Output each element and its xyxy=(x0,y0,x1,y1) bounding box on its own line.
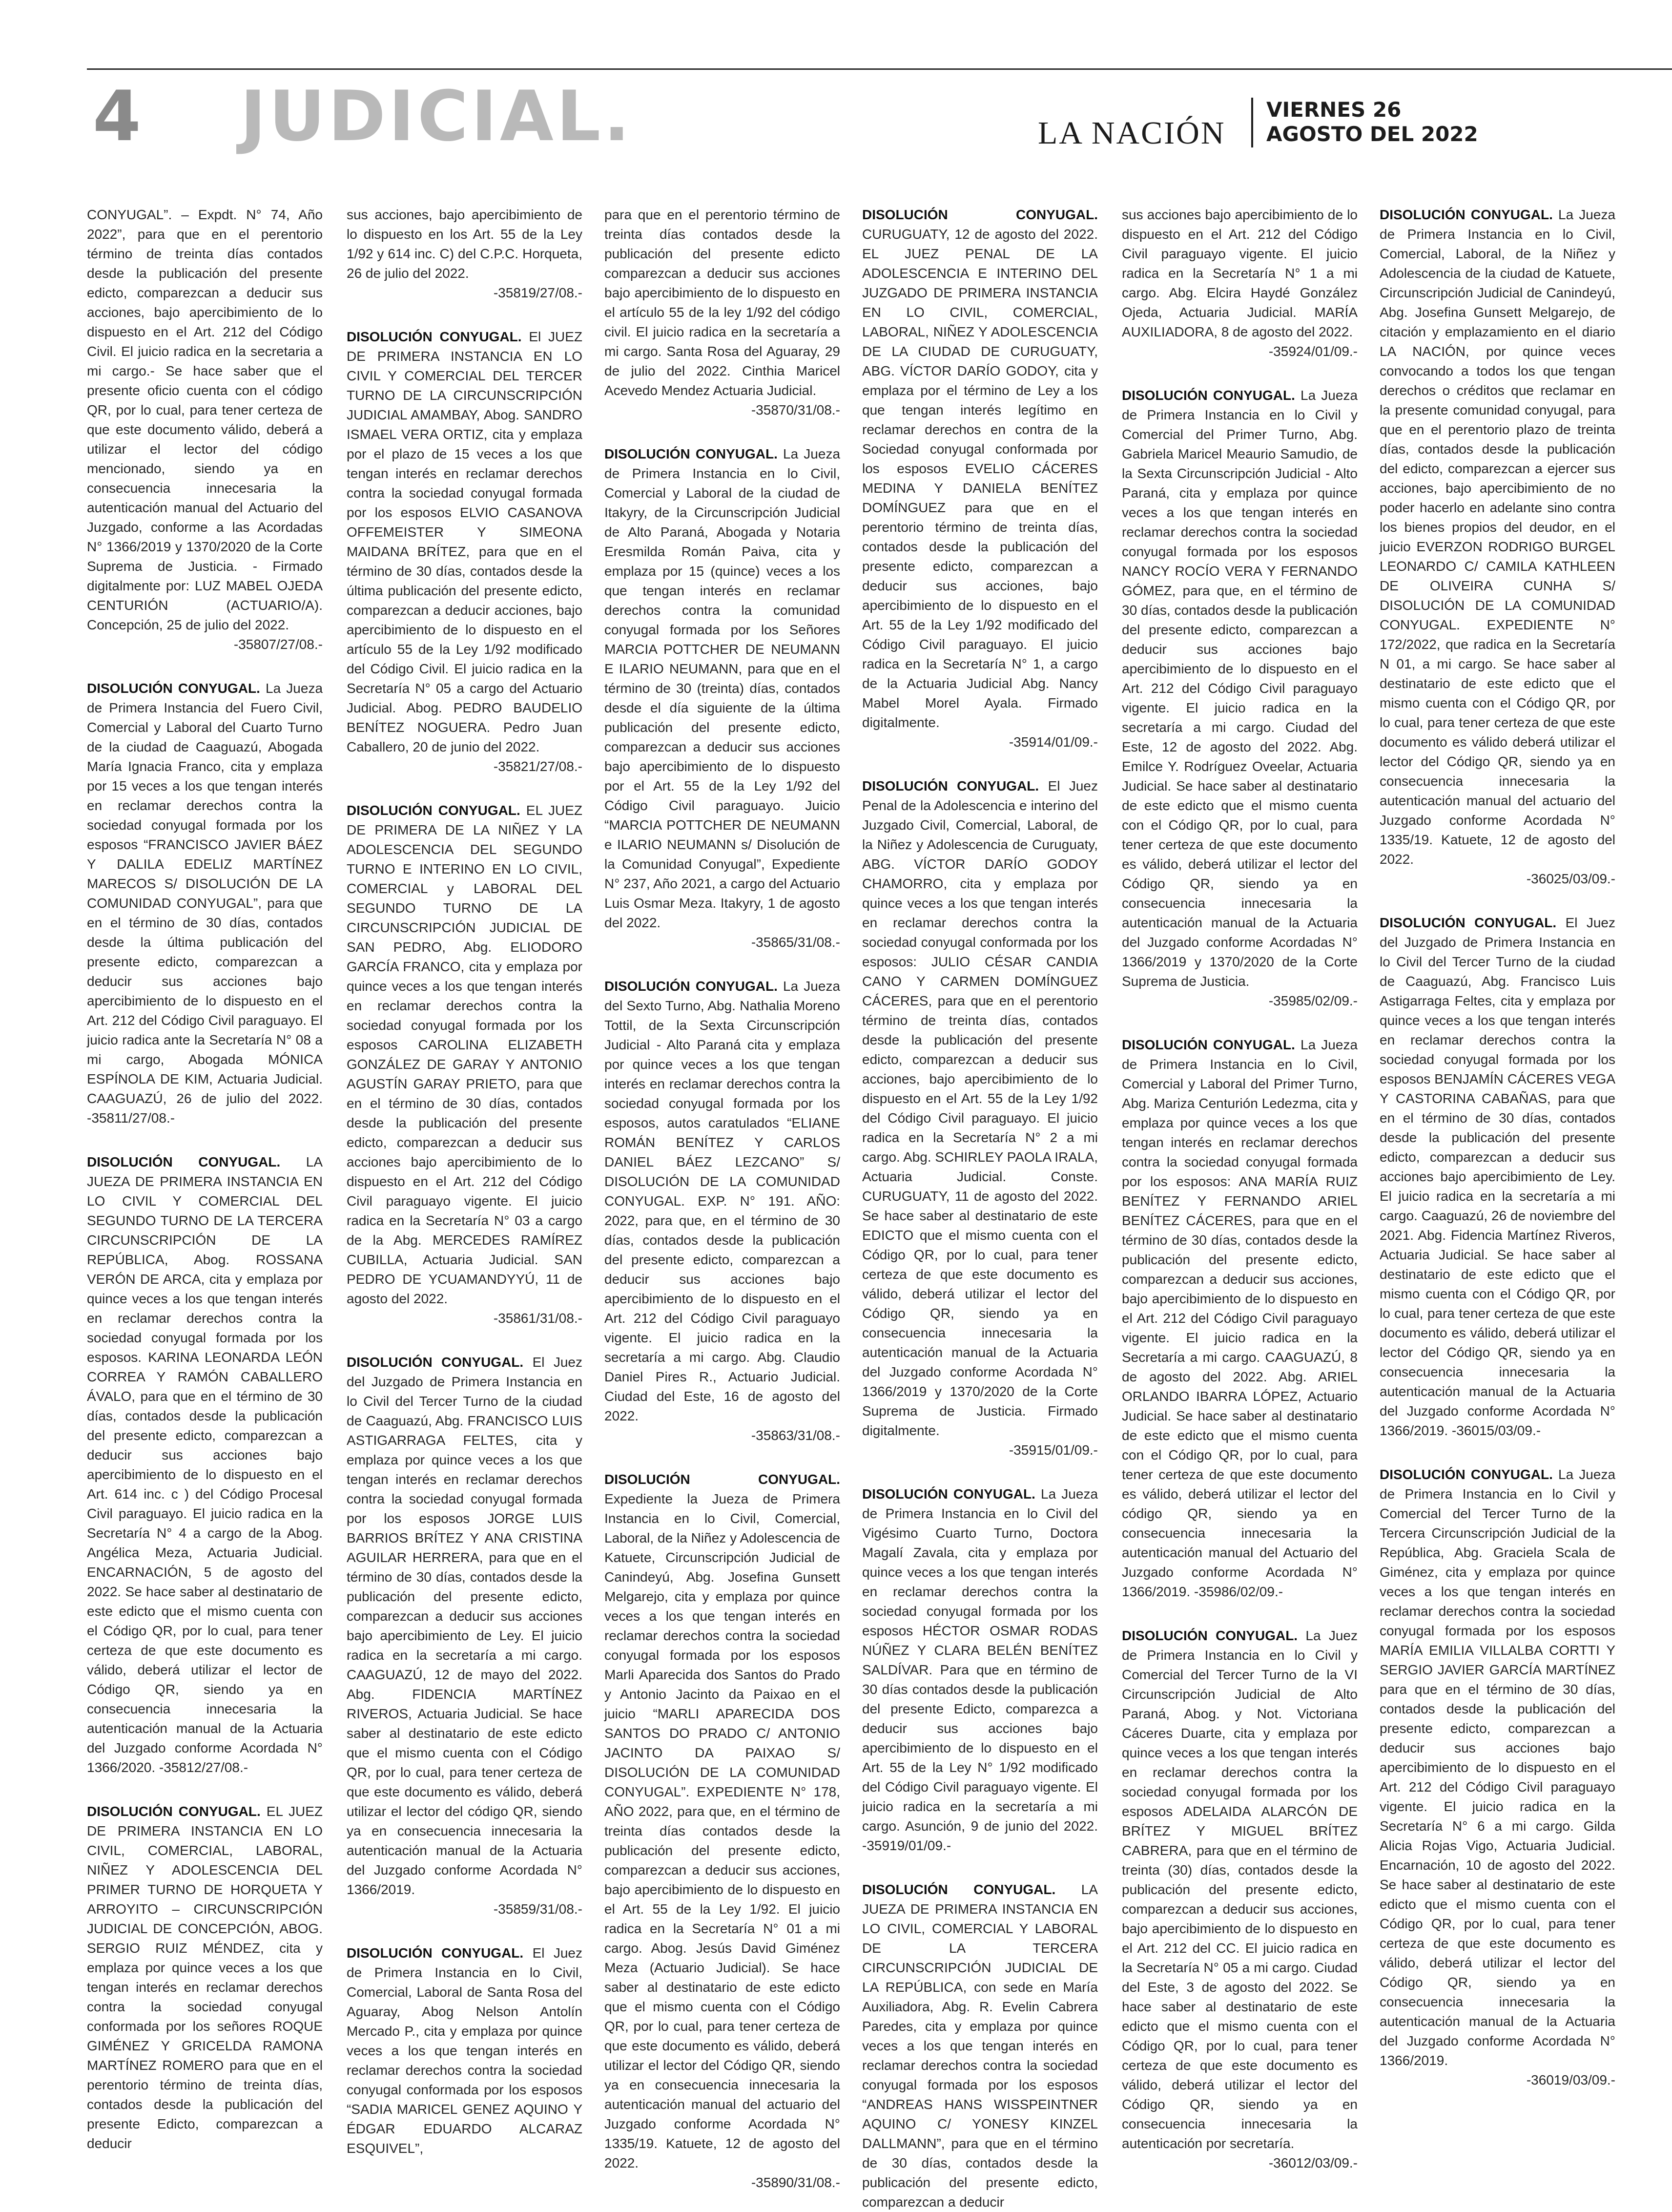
notice-reference: -35865/31/08.- xyxy=(751,935,840,950)
legal-notice xyxy=(87,205,323,654)
notice-heading: DISOLUCIÓN CONYUGAL. xyxy=(1380,1467,1553,1482)
notice-body: LA JUEZA DE PRIMERA INSTANCIA EN LO CIVIL Y COMERCIAL DEL SEGUNDO TURNO DE LA TERCERA CIRCUNSCRIPCIÓN DE LA REPÚBLICA, Abog. ROSSANA VERÓN DE ARCA, cita y emplaza por quince veces a los que tengan interés en reclamar derechos contra la sociedad conyugal formada por los esposos. KARINA LEONARDA LEÓN CORREA Y RAMÓN CABALLERO ÁVALO, para que en el término de 30 días, contados desde la publicación del presente edicto, comparezcan a deducir sus acciones bajo apercibimiento de lo dispuesto en el Art. 614 inc. c ) del Código Procesal Civil paraguayo. El juicio radica en la Secretaría N° 4 a cargo de la Abog. Angélica Meza, Actuaria Judicial. ENCARNACIÓN, 5 de agosto del 2022. Se hace saber al destinatario de este edicto que el mismo cuenta con el Código QR, por lo cual, para tener certeza de que este documento es válido, deberá utilizar el lector de Código QR, siendo ya en consecuencia innecesaria la autenticación manual de la Actuaria del Juzgado conforme Acordada N° 1366/2020. -35812/27/08.- xyxy=(87,1154,323,1775)
legal-notice xyxy=(347,205,582,303)
issue-month-year: AGOSTO DEL 2022 xyxy=(1266,122,1478,146)
page-number: 4 xyxy=(93,76,141,157)
notice-heading: DISOLUCIÓN CONYUGAL. xyxy=(87,1804,261,1819)
notice-reference: -35915/01/09.- xyxy=(1009,1442,1098,1458)
notice-reference: -35821/27/08.- xyxy=(493,759,582,774)
notice-body: El Juez del Juzgado de Primera Instancia en lo Civil del Tercer Turno de la ciudad de Caaguazú, Abg. FRANCISCO LUIS ASTIGARRAGA FELTES, cita y emplaza por quince veces a los que tengan interés en reclamar derechos contra la sociedad conyugal formada por los esposos JORGE LUIS BARRIOS BRÍTEZ Y ANA CRISTINA AGUILAR HERRERA, para que en el término de 30 días, contados desde la publicación del presente edicto, comparezcan a deducir sus acciones bajo apercibimiento de Ley. El juicio radica en la secretaría a mi cargo. CAAGUAZÚ, 12 de mayo del 2022. Abg. FIDENCIA MARTÍNEZ RIVEROS, Actuaria Judicial. Se hace saber al destinatario de este edicto que el mismo cuenta con el Código QR, por lo cual, para tener certeza de que este documento es válido, deberá utilizar el lector del código QR, siendo ya en consecuencia innecesaria la autenticación manual de la Actuaria del Juzgado conforme Acordada N° 1366/2019. xyxy=(347,1355,582,1897)
notice-heading: DISOLUCIÓN CONYUGAL. xyxy=(1122,1628,1298,1643)
legal-notice xyxy=(604,977,840,1445)
notice-column-5 xyxy=(1122,205,1358,2170)
notice-heading: DISOLUCIÓN CONYUGAL. xyxy=(1380,915,1557,930)
issue-date xyxy=(1266,98,1478,146)
notice-heading: DISOLUCIÓN CONYUGAL. xyxy=(1122,1037,1295,1052)
header-divider xyxy=(1251,98,1253,147)
notice-body: EL JUEZ DE PRIMERA DE LA NIÑEZ Y LA ADOLESCENCIA DEL SEGUNDO TURNO E INTERINO EN LO CIVIL, COMERCIAL y LABORAL DEL SEGUNDO TURNO DE LA CIRCUNSCRIPCIÓN JUDICIAL DE SAN PEDRO, Abg. ELIODORO GARCÍA FRANCO, cita y emplaza por quince veces a los que tengan interés en reclamar derechos contra la sociedad conyugal formada por los esposos CAROLINA ELIZABETH GONZÁLEZ DE GARAY Y ANTONIO AGUSTÍN GARAY PRIETO, para que en el término de 30 días, contados desde la publicación del presente edicto, comparezcan a deducir sus acciones bajo apercibimiento de lo dispuesto en el Art. 212 del Código Civil paraguayo vigente. El juicio radica en la Secretaría N° 03 a cargo de la Abg. MERCEDES RAMÍREZ CUBILLA, Actuaria Judicial. SAN PEDRO DE YCUAMANDYYÚ, 11 de agosto del 2022. xyxy=(347,803,582,1306)
notice-heading: DISOLUCIÓN CONYUGAL. xyxy=(347,329,522,344)
legal-notice xyxy=(347,1353,582,1919)
legal-notice xyxy=(1122,1626,1358,2173)
legal-notice xyxy=(1122,386,1358,1011)
notice-body: CONYUGAL”. – Expdt. N° 74, Año 2022”, para que en el perentorio término de treinta días contados desde la publicación del presente edicto, comparezcan a deducir sus acciones, bajo apercibimiento de lo dispuesto en el Art. 212 del Código Civil. El juicio radica en la secretaria a mi cargo.- Se hace saber que el presente oficio cuenta con el código QR, por lo cual, para tener certeza de que este documento válido, deberá a utilizar el lector del código mencionado, siendo ya en consecuencia innecesaria la autenticación manual del Actuario del Juzgado, conforme a las Acordadas N° 1366/2019 y 1370/2020 de la Corte Suprema de Justicia. - Firmado digitalmente por: LUZ MABEL OJEDA CENTURIÓN (ACTUARIO/A). Concepción, 25 de julio del 2022. xyxy=(87,207,323,632)
legal-notice xyxy=(862,1880,1098,2212)
notice-body: La Juez de Primera Instancia en lo Civil y Comercial del Tercer Turno de la VI Circunscripción Judicial de Alto Paraná, Abog. y Not. Victoriana Cáceres Duarte, cita y emplaza por quince veces a los que tengan interés en reclamar derechos contra la sociedad conyugal formada por los esposos ADELAIDA ALARCÓN DE BRÍTEZ Y MIGUEL BRÍTEZ CABRERA, para que en el término de treinta (30) días, contados desde la publicación del presente edicto, comparezcan a deducir sus acciones, bajo apercibimiento de lo dispuesto en el Art. 212 del CC. El juicio radica en la Secretaría N° 05 a mi cargo. Ciudad del Este, 3 de agosto del 2022. Se hace saber al destinatario de este edicto que el mismo cuenta con el Código QR, por lo cual, para tener certeza de que este documento es válido, deberá utilizar el lector del Código QR, siendo ya en consecuencia innecesaria la autenticación por secretaría. xyxy=(1122,1628,1358,2151)
notice-heading: DISOLUCIÓN CONYUGAL. xyxy=(862,1882,1056,1897)
notice-reference: -36025/03/09.- xyxy=(1526,871,1615,886)
notice-body: La Jueza del Sexto Turno, Abg. Nathalia Moreno Tottil, de la Sexta Circunscripción Judicial - Alto Paraná cita y emplaza por quince veces a los que tengan interés en reclamar derechos contra la sociedad conyugal formada por los esposos, autos caratulados “ELIANE ROMÁN BENÍTEZ Y CARLOS DANIEL BÁEZ LEZCANO” S/ DISOLUCIÓN DE LA COMUNIDAD CONYUGAL. EXP. N° 191. AÑO: 2022, para que, en el término de 30 días, contados desde la publicación del presente edicto, comparezcan a deducir sus acciones bajo apercibimiento de lo dispuesto en el Art. 212 del Código Civil paraguayo vigente. El juicio radica en la secretaría a mi cargo. Abg. Claudio Daniel Pires R., Actuario Judicial. Ciudad del Este, 16 de agosto del 2022. xyxy=(604,979,841,1423)
top-rule xyxy=(87,68,1672,70)
notice-heading: DISOLUCIÓN CONYUGAL. xyxy=(862,1486,1035,1502)
notice-body: La Jueza de Primera Instancia en lo Civil y Comercial del Tercer Turno de la Tercera Circunscripción Judicial de la República, Abg. Graciela Scala de Giménez, cita y emplaza por quince veces a los que tengan interés en reclamar derechos contra la sociedad conyugal formada por los esposos MARÍA EMILIA VILLALBA CORTTI Y SERGIO JAVIER GARCÍA MARTÍNEZ para que en el término de 30 días, contados desde la publicación del presente edicto, comparezcan a deducir sus acciones bajo apercibimiento de lo dispuesto en el Art. 212 del Código Civil paraguayo vigente. El juicio radica en la Secretaría N° 6 a mi cargo. Gilda Alicia Rojas Vigo, Actuaria Judicial. Encarnación, 10 de agosto del 2022. Se hace saber al destinatario de este edicto que el mismo cuenta con el Código QR, por lo cual, para tener certeza de que este documento es válido, deberá utilizar el lector del Código QR, siendo ya en consecuencia innecesaria la autenticación manual de la Actuaria del Juzgado conforme Acordada N° 1366/2019. xyxy=(1380,1467,1616,2068)
notice-reference: -35863/31/08.- xyxy=(751,1428,840,1443)
notice-heading: DISOLUCIÓN CONYUGAL. xyxy=(604,979,778,994)
notice-body: La Jueza de Primera Instancia del Fuero Civil, Comercial y Laboral del Cuarto Turno de la ciudad de Caaguazú, Abogada María Ignacia Franco, cita y emplaza por 15 veces a los que tengan interés en reclamar derechos contra la sociedad conyugal formada por los esposos “FRANCISCO JAVIER BÁEZ Y DALILA EDELIZ MARTÍNEZ MARECOS S/ DISOLUCIÓN DE LA COMUNIDAD CONYUGAL”, para que en el término de 30 días, contados desde la última publicación del presente edicto, comparezcan a deducir sus acciones bajo apercibimiento de lo dispuesto en el Art. 212 del Código Civil paraguayo. El juicio radica ante la Secretaría N° 08 a mi cargo, Abogada MÓNICA ESPÍNOLA DE KIM, Actuaria Judicial. CAAGUAZÚ, 26 de julio del 2022. -35811/27/08.- xyxy=(87,681,323,1126)
notice-column-6 xyxy=(1380,205,1615,2109)
notice-body: para que en el perentorio término de treinta días contados desde la publicación del presente edicto comparezcan a deducir sus acciones bajo apercibimiento de lo dispuesto en el artículo 55 de la ley 1/92 del código civil. El juicio radica en la secretaría a mi cargo. Santa Rosa del Aguaray, 29 de julio del 2022. Cinthia Maricel Acevedo Mendez Actuaria Judicial. xyxy=(604,207,840,398)
legal-notice xyxy=(87,679,323,1128)
notice-body: LA JUEZA DE PRIMERA INSTANCIA EN LO CIVIL, COMERCIAL Y LABORAL DE LA TERCERA CIRCUNSCRIPCIÓN JUDICIAL DE LA REPÚBLICA, con sede en María Auxiliadora, Abg. R. Evelin Cabrera Paredes, cita y emplaza por quince veces a los que tengan interés en reclamar derechos contra la sociedad conyugal formada por los esposos “ANDREAS HANS WISSPEINTNER AQUINO C/ YONESY KINZEL DALLMANN”, para que en el término de 30 días, contados desde la publicación del presente edicto, comparezcan a deducir xyxy=(862,1882,1098,2210)
notice-reference: -35985/02/09.- xyxy=(1268,993,1358,1008)
notice-body: El Juez de Primera Instancia en lo Civil, Comercial, Laboral de Santa Rosa del Aguaray, Abog Nelson Antolín Mercado P., cita y emplaza por quince veces a los que tengan interés en reclamar derechos contra la sociedad conyugal conformada por los esposos “SADIA MARICEL GENEZ AQUINO Y ÉDGAR EDUARDO ALCARAZ ESQUIVEL”, xyxy=(347,1945,582,2156)
notice-body: El Juez Penal de la Adolescencia e interino del Juzgado Civil, Comercial, Laboral, de la Niñez y Adolescencia de Curuguaty, ABG. VÍCTOR DARÍO GODOY CHAMORRO, cita y emplaza por quince veces a los que tengan interés en reclamar derechos contra la sociedad conyugal conformada por los esposos: JULIO CÉSAR CANDIA CANO Y CARMEN DOMÍNGUEZ CÁCERES, para que en el perentorio término de treinta días, contados desde la publicación del presente edicto, comparezcan a deducir sus acciones, bajo apercibimiento de lo dispuesto en el Art. 55 de la Ley 1/92 del Código Civil paraguayo. El juicio radica en la Secretaría N° 2 a mi cargo. Abg. SCHIRLEY PAOLA IRALA, Actuaria Judicial. Conste. CURUGUATY, 11 de agosto del 2022. Se hace saber al destinatario de este EDICTO que el mismo cuenta con el Código QR, por lo cual, para tener certeza de que este documento es válido, deberá utilizar el lector del Código QR, siendo ya en consecuencia innecesaria la autenticación manual de la Actuaria del Juzgado conforme Acordada N° 1366/2019 y 1370/2020 de la Corte Suprema de Justicia. Firmado digitalmente. xyxy=(862,778,1098,1438)
legal-notice xyxy=(862,1484,1098,1856)
legal-notice xyxy=(87,1802,323,2153)
legal-notice xyxy=(1380,1465,1615,2090)
notice-heading: DISOLUCIÓN CONYUGAL. xyxy=(604,446,778,461)
notice-body: El JUEZ DE PRIMERA INSTANCIA EN LO CIVIL Y COMERCIAL DEL TERCER TURNO DE LA CIRCUNSCRIPCIÓN JUDICIAL AMAMBAY, Abog. SANDRO ISMAEL VERA ORTIZ, cita y emplaza por el plazo de 15 veces a los que tengan interés en reclamar derechos contra la sociedad conyugal formada por los esposos ELVIO CASANOVA OFFEMEISTER Y SIMEONA MAIDANA BRÍTEZ, para que en el término de 30 días, contados desde la última publicación del presente edicto, comparezcan a deducir acciones, bajo apercibimiento de lo dispuesto en el artículo 55 de la Ley 1/92 modificado del Código Civil. El juicio radica en la Secretaría N° 05 a cargo del Actuario Judicial. Abog. PEDRO BAUDELIO BENÍTEZ NOGUERA. Pedro Juan Caballero, 20 de junio del 2022. xyxy=(347,329,583,754)
notice-heading: DISOLUCIÓN CONYUGAL. xyxy=(87,681,260,696)
notice-heading: DISOLUCIÓN CONYUGAL. xyxy=(604,1472,840,1487)
notice-reference: -35870/31/08.- xyxy=(751,402,840,417)
notice-heading: DISOLUCIÓN CONYUGAL. xyxy=(347,803,520,818)
notice-column-3 xyxy=(604,205,841,2190)
notice-reference: -35807/27/08.- xyxy=(233,637,323,652)
notice-body: EL JUEZ DE PRIMERA INSTANCIA EN LO CIVIL, COMERCIAL, LABORAL, NIÑEZ Y ADOLESCENCIA DEL PRIMER TURNO DE HORQUETA Y ARROYITO – CIRCUNSCRIPCIÓN JUDICIAL DE CONCEPCIÓN, ABOG. SERGIO RUIZ MÉNDEZ, cita y emplaza por quince veces a los que tengan interés en reclamar derechos contra la sociedad conyugal conformada por los señores ROQUE GIMÉNEZ Y GRICELDA RAMONA MARTÍNEZ ROMERO para que en el perentorio término de treinta días, contados desde la publicación del presente Edicto, comparezcan a deducir xyxy=(87,1804,323,2151)
legal-notice xyxy=(87,1152,323,1777)
notice-body: La Jueza de Primera Instancia en lo Civil, Comercial y Laboral de la ciudad de Itakyry, de la Circunscripción Judicial de Alto Paraná, Abogada y Notaria Eresmilda Román Paiva, cita y emplaza por 15 (quince) veces a los que tengan interés en reclamar derechos contra la comunidad conyugal formada por los Señores MARCIA POTTCHER DE NEUMANN E ILARIO NEUMANN, para que en el término de 30 (treinta) días, contados desde el día siguiente de la última publicación del presente edicto, comparezcan a deducir sus acciones bajo apercibimiento de lo dispuesto por el Art. 55 de la Ley 1/92 del Código Civil paraguayo. Juicio “MARCIA POTTCHER DE NEUMANN e ILARIO NEUMANN s/ Disolución de la Comunidad Conyugal”, Expediente N° 237, Año 2021, a cargo del Actuario Luis Osmar Meza. Itakyry, 1 de agosto del 2022. xyxy=(604,446,841,930)
notice-heading: DISOLUCIÓN CONYUGAL. xyxy=(862,207,1098,222)
issue-weekday: VIERNES 26 xyxy=(1266,98,1402,122)
legal-notice xyxy=(347,801,582,1328)
notice-reference: -36019/03/09.- xyxy=(1526,2072,1615,2087)
legal-notice xyxy=(1122,205,1358,361)
legal-notice xyxy=(347,1943,582,2158)
legal-notice xyxy=(604,444,840,952)
notice-reference: -35861/31/08.- xyxy=(493,1311,582,1326)
notice-reference: -35924/01/09.- xyxy=(1268,344,1358,359)
notice-body: El Juez del Juzgado de Primera Instancia en lo Civil del Tercer Turno de la ciudad de Caaguazú, Abg. Francisco Luis Astigarraga Feltes, cita y emplaza por quince veces a los que tengan interés en reclamar derechos contra la sociedad conyugal formada por los esposos BENJAMÍN CÁCERES VEGA Y CASTORINA CABAÑAS, para que en el término de 30 días, contados desde la publicación del presente edicto, comparezcan a deducir sus acciones bajo apercibimiento de Ley. El juicio radica en la secretaría a mi cargo. Caaguazú, 26 de noviembre del 2021. Abg. Fidencia Martínez Riveros, Actuaria Judicial. Se hace saber al destinatario de este edicto que el mismo cuenta con el Código QR, por lo cual, para tener certeza de que este documento es válido, deberá utilizar el lector del Código QR, siendo ya en consecuencia innecesaria la autenticación manual de la Actuaria del Juzgado conforme Acordada N° 1366/2019. -36015/03/09.- xyxy=(1380,915,1615,1438)
legal-notice xyxy=(604,205,840,420)
legal-notice xyxy=(604,1470,840,2192)
notice-heading: DISOLUCIÓN CONYUGAL. xyxy=(87,1154,281,1169)
notice-column-4 xyxy=(862,205,1098,2210)
notice-reference: -35914/01/09.- xyxy=(1009,734,1098,750)
legal-notice xyxy=(862,205,1098,752)
notice-reference: -35819/27/08.- xyxy=(493,285,582,300)
notice-body: La Jueza de Primera Instancia en lo Civil, Comercial y Laboral del Primer Turno, Abg. Mariza Centurión Ledezma, cita y emplaza por quince veces a los que tengan interés en reclamar derechos contra la sociedad conyugal formada por los esposos: ANA MARÍA RUIZ BENÍTEZ Y FERNANDO ARIEL BENÍTEZ CÁCERES, para que en el término de 30 días, contados desde la publicación del presente edicto, comparezcan a deducir sus acciones, bajo apercibimiento de lo dispuesto en el Art. 212 del Código Civil paraguayo vigente. El juicio radica en la Secretaría a mi cargo. CAAGUAZÚ, 8 de agosto del 2022. Abg. ARIEL ORLANDO IBARRA LÓPEZ, Actuario Judicial. Se hace saber al destinatario de este edicto que el mismo cuenta con el Código QR, por lo cual, para tener certeza de que este documento es válido, deberá utilizar el lector del código QR, siendo ya en consecuencia innecesaria la autenticación manual del Actuario del Juzgado conforme Acordada N° 1366/2019. -35986/02/09.- xyxy=(1122,1037,1358,1599)
newspaper-masthead: LA NACIÓN xyxy=(1038,115,1226,151)
notice-body: sus acciones bajo apercibimiento de lo dispuesto en el Art. 212 del Código Civil paraguayo vigente. El juicio radica en la Secretaría N° 1 a mi cargo. Abg. Elcira Haydé González Ojeda, Actuaria Judicial. MARÍA AUXILIADORA, 8 de agosto del 2022. xyxy=(1122,207,1358,339)
notice-reference: -36012/03/09.- xyxy=(1268,2155,1358,2170)
legal-notice xyxy=(1122,1035,1358,1602)
legal-notice xyxy=(1380,205,1615,889)
legal-notice xyxy=(347,327,582,776)
notice-body: La Jueza de Primera Instancia en lo Civil y Comercial del Primer Turno, Abg. Gabriela Maricel Meaurio Samudio, de la Sexta Circunscripción Judicial - Alto Paraná, cita y emplaza por quince veces a los que tengan interés en reclamar derechos contra la sociedad conyugal formada por los esposos NANCY ROCÍO VERA Y FERNANDO GÓMEZ, para que, en el término de 30 días, contados desde la publicación del presente edicto, comparezcan a deducir sus acciones bajo apercibimiento de lo dispuesto en el Art. 212 del Código Civil paraguayo vigente. El juicio radica en la secretaría a mi cargo. Ciudad del Este, 12 de agosto del 2022. Abg. Emilce Y. Rodríguez Oveelar, Actuaria Judicial. Se hace saber al destinatario de este edicto que el mismo cuenta con el Código QR, por lo cual, para tener certeza de que este documento es válido, deberá utilizar el lector del Código QR, siendo ya en consecuencia innecesaria la autenticación manual de la Actuaria del Juzgado conforme Acordadas N° 1366/2019 y 1370/2020 de la Corte Suprema de Justicia. xyxy=(1122,388,1358,989)
notice-body: sus acciones, bajo apercibimiento de lo dispuesto en los Art. 55 de la Ley 1/92 y 614 inc. C) del C.P.C. Horqueta, 26 de julio del 2022. xyxy=(347,207,582,281)
notice-heading: DISOLUCIÓN CONYUGAL. xyxy=(1122,388,1295,403)
notice-column-2 xyxy=(347,205,583,2156)
notice-body: La Jueza de Primera Instancia en lo Civil, Comercial, Laboral, de la Niñez y Adolescencia de la ciudad de Katuete, Circunscripción Judicial de Canindeyú, Abg. Josefina Gunsett Melgarejo, de citación y emplazamiento en el diario LA NACIÓN, por quince veces convocando a todos los que tengan derechos o créditos que reclamar en la presente comunidad conyugal, para que en el perentorio plazo de treinta días, contados desde la publicación del edicto, comparezcan a ejercer sus acciones, bajo apercibimiento de no poder hacerlo en adelante sino contra los bienes propios del deudor, en el juicio EVERZON RODRIGO BURGEL LEONARDO C/ CAMILA KATHLEEN DE OLIVEIRA CUNHA S/ DISOLUCIÓN DE LA COMUNIDAD CONYUGAL. EXPEDIENTE N° 172/2022, que radica en la Secretaría N 01, a mi cargo. Se hace saber al destinatario de este edicto que el mismo cuenta con el Código QR, por lo cual, para tener certeza de que este documento es válido deberá utilizar el lector del Código QR, siendo ya en consecuencia innecesaria la autenticación manual del actuario del Juzgado conforme Acordada N° 1335/19. Katuete, 12 de agosto del 2022. xyxy=(1380,207,1616,867)
notice-heading: DISOLUCIÓN CONYUGAL. xyxy=(347,1945,524,1961)
notice-body: Expediente la Jueza de Primera Instancia en lo Civil, Comercial, Laboral, de la Niñez y Adolescencia de Katuete, Circunscripción Judicial de Canindeyú, Abg. Josefina Gunsett Melgarejo, cita y emplaza por quince veces a los que tengan interés en reclamar derechos contra la sociedad conyugal formada por los esposos Marli Aparecida dos Santos do Prado y Antonio Jacinto da Paixao en el juicio “MARLI APARECIDA DOS SANTOS DO PRADO C/ ANTONIO JACINTO DA PAIXAO S/ DISOLUCIÓN DE LA COMUNIDAD CONYUGAL”. EXPEDIENTE N° 178, AÑO 2022, para que, en el término de treinta días contados desde la publicación del presente edicto, comparezcan a deducir sus acciones, bajo apercibimiento de lo dispuesto en el Art. 55 de la Ley 1/92. El juicio radica en la Secretaría N° 01 a mi cargo. Abog. Jesús David Giménez Meza (Actuario Judicial). Se hace saber al destinatario de este edicto que el mismo cuenta con el Código QR, por lo cual, para tener certeza de que este documento es válido, deberá utilizar el lector del Código QR, siendo ya en consecuencia innecesaria la autenticación manual del actuario del Juzgado conforme Acordada N° 1335/19. Katuete, 12 de agosto del 2022. xyxy=(604,1491,840,2170)
notice-reference: -35859/31/08.- xyxy=(493,1901,582,1917)
section-title: JUDICIAL. xyxy=(240,76,633,157)
notice-heading: DISOLUCIÓN CONYUGAL. xyxy=(1380,207,1553,222)
notice-reference: -35890/31/08.- xyxy=(751,2175,840,2190)
notice-body: La Jueza de Primera Instancia en lo Civil del Vigésimo Cuarto Turno, Doctora Magalí Zavala, cita y emplaza por quince veces a los que tengan interés en reclamar derechos contra la sociedad conyugal formada por los esposos HÉCTOR OSMAR RODAS NÚÑEZ Y CLARA BELÉN BENÍTEZ SALDÍVAR. Para que en término de 30 días contados desde la publicación del presente Edicto, comparezca a deducir sus acciones bajo apercibimiento de lo dispuesto en el Art. 55 de la Ley N° 1/92 modificado del Código Civil paraguayo vigente. El juicio radica en la secretaría a mi cargo. Asunción, 9 de junio del 2022. -35919/01/09.- xyxy=(862,1486,1098,1853)
legal-notice xyxy=(1380,913,1615,1440)
notice-heading: DISOLUCIÓN CONYUGAL. xyxy=(347,1355,524,1370)
legal-notice xyxy=(862,776,1098,1460)
notice-body: CURUGUATY, 12 de agosto del 2022. EL JUEZ PENAL DE LA ADOLESCENCIA E INTERINO DEL JUZGADO DE PRIMERA INSTANCIA EN LO CIVIL, COMERCIAL, LABORAL, NIÑEZ Y ADOLESCENCIA DE LA CIUDAD DE CURUGUATY, ABG. VÍCTOR DARÍO GODOY, cita y emplaza por el término de Ley a los que tengan interés legítimo en reclamar derechos en contra de la Sociedad conyugal conformada por los esposos EVELIO CÁCERES MEDINA Y DANIELA BENÍTEZ DOMÍNGUEZ para que en el perentorio término de treinta días, contados desde la publicación del presente edicto, comparezcan a deducir sus acciones, bajo apercibimiento de lo dispuesto en el Art. 55 de la Ley 1/92 modificado del Código Civil paraguayo. El juicio radica en la Secretaría N° 1, a cargo de la Actuaria Judicial Abg. Nancy Mabel Morel Ayala. Firmado digitalmente. xyxy=(862,227,1098,730)
notice-heading: DISOLUCIÓN CONYUGAL. xyxy=(862,778,1039,793)
notice-column-1 xyxy=(87,205,323,2151)
